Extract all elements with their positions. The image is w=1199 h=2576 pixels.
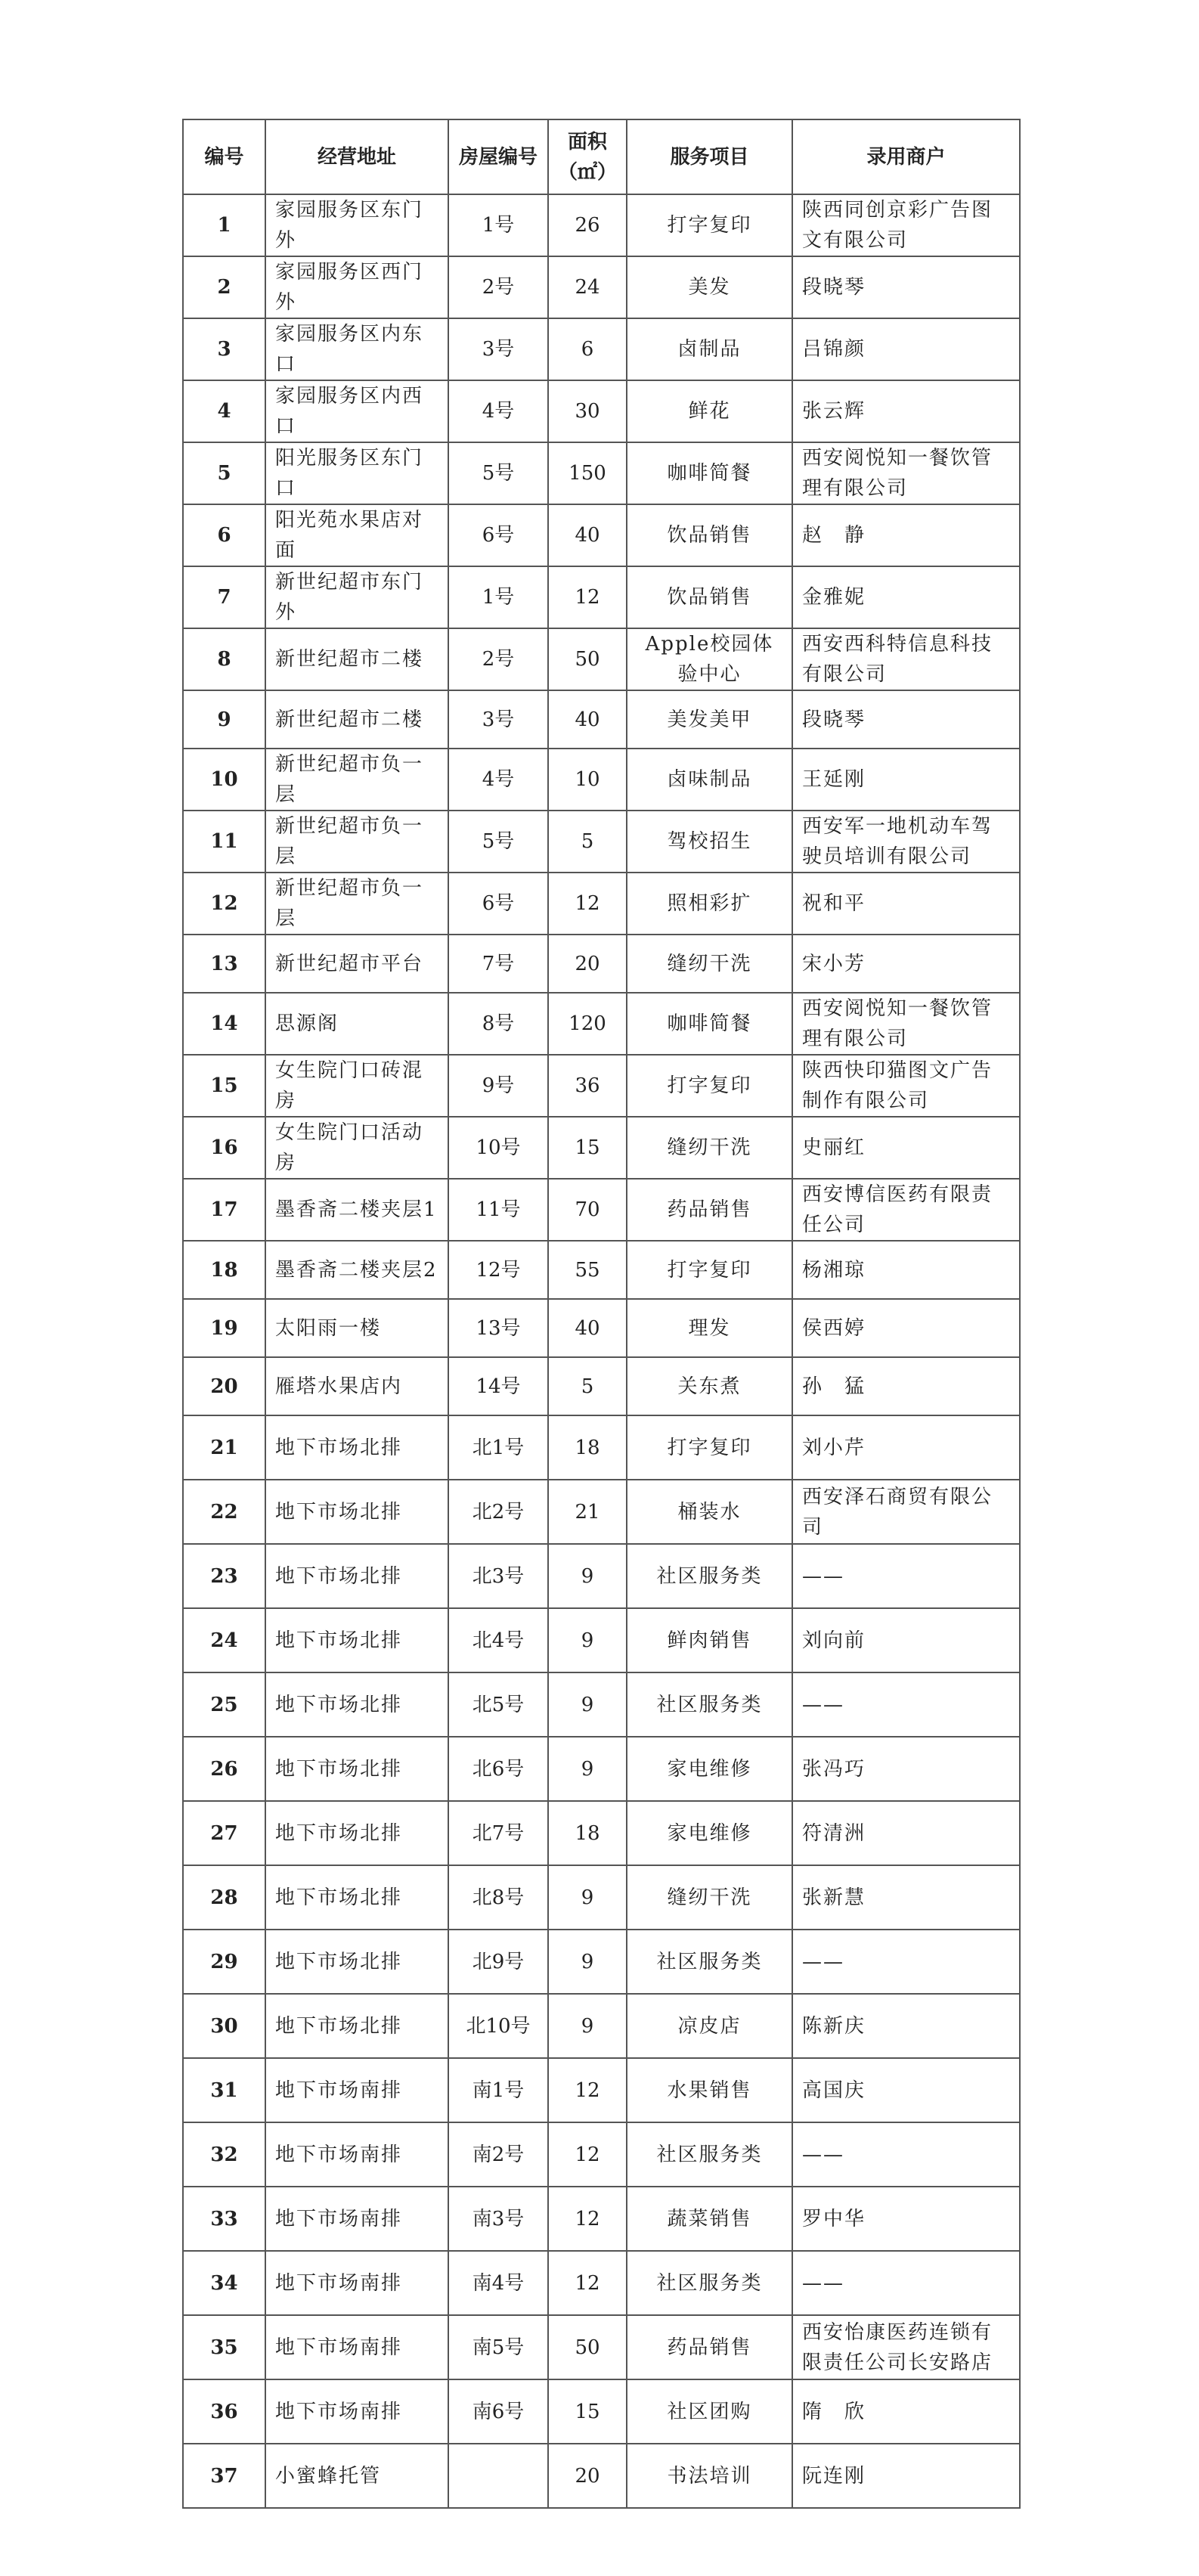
cell-service: 打字复印 — [627, 1415, 792, 1480]
cell-merchant: 高国庆 — [792, 2058, 1020, 2122]
cell-address: 雁塔水果店内 — [265, 1357, 448, 1415]
cell-address: 新世纪超市二楼 — [265, 628, 448, 690]
cell-area: 55 — [548, 1241, 627, 1299]
cell-area: 70 — [548, 1179, 627, 1241]
cell-service: 凉皮店 — [627, 1994, 792, 2058]
table-row — [183, 1544, 1020, 1608]
cell-service: 社区服务类 — [627, 2122, 792, 2187]
cell-merchant: 王延刚 — [792, 749, 1020, 811]
cell-merchant: 陕西快印猫图文广告制作有限公司 — [792, 1055, 1020, 1117]
cell-room: 南6号 — [448, 2379, 548, 2444]
table-row — [183, 1672, 1020, 1737]
table-row — [183, 566, 1020, 628]
table-row — [183, 2315, 1020, 2379]
cell-no: 4 — [183, 380, 265, 442]
cell-merchant: 宋小芳 — [792, 935, 1020, 993]
table-row — [183, 1299, 1020, 1357]
cell-address: 地下市场北排 — [265, 1994, 448, 2058]
cell-no: 12 — [183, 873, 265, 935]
cell-service: 饮品销售 — [627, 504, 792, 566]
table-row — [183, 194, 1020, 256]
cell-no: 31 — [183, 2058, 265, 2122]
cell-address: 新世纪超市二楼 — [265, 690, 448, 749]
cell-address: 地下市场北排 — [265, 1608, 448, 1672]
cell-address: 新世纪超市东门外 — [265, 566, 448, 628]
cell-room: 4号 — [448, 749, 548, 811]
table-header-row — [183, 119, 1020, 194]
cell-address: 家园服务区西门外 — [265, 256, 448, 318]
table-row — [183, 1994, 1020, 2058]
cell-area: 9 — [548, 1930, 627, 1994]
cell-area: 18 — [548, 1415, 627, 1480]
header-address: 经营地址 — [265, 119, 448, 194]
cell-area: 18 — [548, 1801, 627, 1865]
cell-room: 北6号 — [448, 1737, 548, 1801]
cell-service: 理发 — [627, 1299, 792, 1357]
cell-no: 16 — [183, 1117, 265, 1179]
cell-room: 11号 — [448, 1179, 548, 1241]
cell-area: 15 — [548, 2379, 627, 2444]
cell-service: 社区服务类 — [627, 2251, 792, 2315]
table-row — [183, 628, 1020, 690]
table-row — [183, 2187, 1020, 2251]
table-row — [183, 1179, 1020, 1241]
table-row — [183, 1415, 1020, 1480]
cell-room: 6号 — [448, 504, 548, 566]
header-merchant: 录用商户 — [792, 119, 1020, 194]
table-row — [183, 1930, 1020, 1994]
cell-service: 驾校招生 — [627, 811, 792, 873]
cell-room: 9号 — [448, 1055, 548, 1117]
cell-room: 2号 — [448, 256, 548, 318]
cell-address: 家园服务区内西口 — [265, 380, 448, 442]
cell-no: 28 — [183, 1865, 265, 1930]
cell-room: 7号 — [448, 935, 548, 993]
cell-address: 太阳雨一楼 — [265, 1299, 448, 1357]
cell-area: 12 — [548, 2058, 627, 2122]
cell-room: 北8号 — [448, 1865, 548, 1930]
cell-room: 2号 — [448, 628, 548, 690]
cell-address: 新世纪超市负一层 — [265, 749, 448, 811]
cell-area: 40 — [548, 1299, 627, 1357]
header-room: 房屋编号 — [448, 119, 548, 194]
cell-service: 家电维修 — [627, 1737, 792, 1801]
cell-area: 20 — [548, 2444, 627, 2508]
cell-room: 北10号 — [448, 1994, 548, 2058]
cell-area: 40 — [548, 504, 627, 566]
cell-service: 打字复印 — [627, 194, 792, 256]
cell-room: 北2号 — [448, 1480, 548, 1544]
table-row — [183, 2444, 1020, 2508]
cell-area: 12 — [548, 873, 627, 935]
cell-address: 地下市场北排 — [265, 1672, 448, 1737]
cell-service: 咖啡简餐 — [627, 993, 792, 1055]
cell-merchant: 史丽红 — [792, 1117, 1020, 1179]
cell-address: 地下市场南排 — [265, 2058, 448, 2122]
cell-merchant: 侯西婷 — [792, 1299, 1020, 1357]
table-row — [183, 935, 1020, 993]
cell-room: 1号 — [448, 566, 548, 628]
cell-service: 卤制品 — [627, 318, 792, 380]
cell-service: 蔬菜销售 — [627, 2187, 792, 2251]
cell-service: 咖啡简餐 — [627, 442, 792, 504]
cell-area: 50 — [548, 628, 627, 690]
table-row — [183, 380, 1020, 442]
cell-address: 墨香斋二楼夹层2 — [265, 1241, 448, 1299]
cell-service: 家电维修 — [627, 1801, 792, 1865]
cell-address: 地下市场南排 — [265, 2315, 448, 2379]
header-area: 面积（㎡） — [548, 119, 627, 194]
cell-room: 北4号 — [448, 1608, 548, 1672]
cell-merchant: 隋 欣 — [792, 2379, 1020, 2444]
cell-no: 33 — [183, 2187, 265, 2251]
cell-address: 地下市场北排 — [265, 1480, 448, 1544]
cell-no: 8 — [183, 628, 265, 690]
cell-no: 24 — [183, 1608, 265, 1672]
cell-address: 地下市场南排 — [265, 2122, 448, 2187]
cell-room: 南2号 — [448, 2122, 548, 2187]
table-row — [183, 2379, 1020, 2444]
cell-address: 思源阁 — [265, 993, 448, 1055]
table-body — [183, 194, 1020, 2508]
cell-merchant: 西安博信医药有限责任公司 — [792, 1179, 1020, 1241]
cell-room: 12号 — [448, 1241, 548, 1299]
cell-address: 阳光苑水果店对面 — [265, 504, 448, 566]
header-service: 服务项目 — [627, 119, 792, 194]
cell-area: 15 — [548, 1117, 627, 1179]
cell-no: 1 — [183, 194, 265, 256]
cell-area: 12 — [548, 2187, 627, 2251]
cell-room: 14号 — [448, 1357, 548, 1415]
cell-service: 打字复印 — [627, 1241, 792, 1299]
cell-area: 30 — [548, 380, 627, 442]
cell-merchant: —— — [792, 1930, 1020, 1994]
cell-area: 5 — [548, 811, 627, 873]
cell-address: 女生院门口活动房 — [265, 1117, 448, 1179]
cell-merchant: 西安军一地机动车驾驶员培训有限公司 — [792, 811, 1020, 873]
cell-merchant: 张冯巧 — [792, 1737, 1020, 1801]
table-row — [183, 993, 1020, 1055]
cell-address: 家园服务区东门外 — [265, 194, 448, 256]
cell-service: 缝纫干洗 — [627, 1865, 792, 1930]
cell-area: 40 — [548, 690, 627, 749]
cell-address: 墨香斋二楼夹层1 — [265, 1179, 448, 1241]
cell-service: 桶装水 — [627, 1480, 792, 1544]
table-row — [183, 1801, 1020, 1865]
cell-no: 23 — [183, 1544, 265, 1608]
cell-merchant: 罗中华 — [792, 2187, 1020, 2251]
cell-area: 9 — [548, 1608, 627, 1672]
cell-merchant: 孙 猛 — [792, 1357, 1020, 1415]
cell-room: 北5号 — [448, 1672, 548, 1737]
cell-merchant: 张云辉 — [792, 380, 1020, 442]
cell-no: 10 — [183, 749, 265, 811]
cell-address: 地下市场北排 — [265, 1737, 448, 1801]
cell-no: 25 — [183, 1672, 265, 1737]
cell-address: 地下市场北排 — [265, 1415, 448, 1480]
cell-service: 药品销售 — [627, 2315, 792, 2379]
cell-address: 阳光服务区东门口 — [265, 442, 448, 504]
cell-no: 11 — [183, 811, 265, 873]
cell-service: 鲜花 — [627, 380, 792, 442]
cell-merchant: 符清洲 — [792, 1801, 1020, 1865]
cell-no: 2 — [183, 256, 265, 318]
cell-no: 32 — [183, 2122, 265, 2187]
cell-room — [448, 2444, 548, 2508]
cell-address: 地下市场南排 — [265, 2187, 448, 2251]
cell-room: 北9号 — [448, 1930, 548, 1994]
cell-merchant: 段晓琴 — [792, 690, 1020, 749]
cell-area: 12 — [548, 566, 627, 628]
cell-address: 地下市场南排 — [265, 2251, 448, 2315]
cell-merchant: 陕西同创京彩广告图文有限公司 — [792, 194, 1020, 256]
cell-room: 3号 — [448, 318, 548, 380]
cell-service: 缝纫干洗 — [627, 1117, 792, 1179]
cell-room: 4号 — [448, 380, 548, 442]
table-row — [183, 1055, 1020, 1117]
table-row — [183, 2251, 1020, 2315]
cell-no: 18 — [183, 1241, 265, 1299]
cell-room: 北1号 — [448, 1415, 548, 1480]
cell-no: 3 — [183, 318, 265, 380]
cell-no: 14 — [183, 993, 265, 1055]
table-row — [183, 504, 1020, 566]
cell-merchant: 杨湘琼 — [792, 1241, 1020, 1299]
cell-no: 26 — [183, 1737, 265, 1801]
cell-merchant: 西安泽石商贸有限公司 — [792, 1480, 1020, 1544]
cell-service: 药品销售 — [627, 1179, 792, 1241]
cell-room: 南4号 — [448, 2251, 548, 2315]
table-row — [183, 1865, 1020, 1930]
cell-merchant: 段晓琴 — [792, 256, 1020, 318]
cell-merchant: 阮连刚 — [792, 2444, 1020, 2508]
cell-address: 地下市场南排 — [265, 2379, 448, 2444]
cell-service: 社区团购 — [627, 2379, 792, 2444]
cell-merchant: 张新慧 — [792, 1865, 1020, 1930]
table-row — [183, 873, 1020, 935]
cell-room: 3号 — [448, 690, 548, 749]
cell-no: 20 — [183, 1357, 265, 1415]
cell-no: 7 — [183, 566, 265, 628]
table-row — [183, 749, 1020, 811]
table-row — [183, 690, 1020, 749]
cell-address: 家园服务区内东口 — [265, 318, 448, 380]
cell-room: 南5号 — [448, 2315, 548, 2379]
table-row — [183, 442, 1020, 504]
cell-service: 鲜肉销售 — [627, 1608, 792, 1672]
cell-service: 社区服务类 — [627, 1930, 792, 1994]
cell-area: 9 — [548, 1994, 627, 2058]
cell-merchant: 西安阅悦知一餐饮管理有限公司 — [792, 993, 1020, 1055]
table-row — [183, 2122, 1020, 2187]
cell-merchant: 祝和平 — [792, 873, 1020, 935]
cell-room: 北3号 — [448, 1544, 548, 1608]
cell-no: 5 — [183, 442, 265, 504]
cell-address: 新世纪超市平台 — [265, 935, 448, 993]
cell-room: 南1号 — [448, 2058, 548, 2122]
table-row — [183, 1357, 1020, 1415]
merchant-table — [182, 119, 1021, 2509]
cell-no: 35 — [183, 2315, 265, 2379]
cell-no: 9 — [183, 690, 265, 749]
cell-service: 照相彩扩 — [627, 873, 792, 935]
cell-merchant: 陈新庆 — [792, 1994, 1020, 2058]
table-row — [183, 1241, 1020, 1299]
cell-address: 地下市场北排 — [265, 1801, 448, 1865]
cell-area: 20 — [548, 935, 627, 993]
cell-merchant: 西安阅悦知一餐饮管理有限公司 — [792, 442, 1020, 504]
table-row — [183, 1737, 1020, 1801]
cell-merchant: —— — [792, 2122, 1020, 2187]
cell-address: 小蜜蜂托管 — [265, 2444, 448, 2508]
cell-address: 新世纪超市负一层 — [265, 873, 448, 935]
cell-area: 9 — [548, 1737, 627, 1801]
cell-merchant: 吕锦颜 — [792, 318, 1020, 380]
cell-service: 美发 — [627, 256, 792, 318]
cell-no: 22 — [183, 1480, 265, 1544]
cell-no: 37 — [183, 2444, 265, 2508]
cell-no: 30 — [183, 1994, 265, 2058]
table-row — [183, 1480, 1020, 1544]
table-row — [183, 1117, 1020, 1179]
cell-room: 1号 — [448, 194, 548, 256]
cell-area: 36 — [548, 1055, 627, 1117]
cell-room: 10号 — [448, 1117, 548, 1179]
cell-area: 150 — [548, 442, 627, 504]
cell-area: 5 — [548, 1357, 627, 1415]
cell-merchant: 赵 静 — [792, 504, 1020, 566]
cell-no: 21 — [183, 1415, 265, 1480]
cell-area: 120 — [548, 993, 627, 1055]
cell-address: 新世纪超市负一层 — [265, 811, 448, 873]
cell-area: 10 — [548, 749, 627, 811]
cell-merchant: —— — [792, 1544, 1020, 1608]
cell-service: 关东煮 — [627, 1357, 792, 1415]
cell-merchant: 西安西科特信息科技有限公司 — [792, 628, 1020, 690]
cell-service: 社区服务类 — [627, 1672, 792, 1737]
cell-area: 12 — [548, 2122, 627, 2187]
cell-no: 17 — [183, 1179, 265, 1241]
cell-no: 27 — [183, 1801, 265, 1865]
cell-address: 女生院门口砖混房 — [265, 1055, 448, 1117]
cell-room: 8号 — [448, 993, 548, 1055]
cell-merchant: 刘小芹 — [792, 1415, 1020, 1480]
cell-room: 北7号 — [448, 1801, 548, 1865]
cell-no: 34 — [183, 2251, 265, 2315]
cell-address: 地下市场北排 — [265, 1865, 448, 1930]
cell-no: 19 — [183, 1299, 265, 1357]
cell-merchant: 刘向前 — [792, 1608, 1020, 1672]
cell-no: 13 — [183, 935, 265, 993]
cell-area: 9 — [548, 1672, 627, 1737]
cell-service: 书法培训 — [627, 2444, 792, 2508]
cell-area: 50 — [548, 2315, 627, 2379]
cell-no: 29 — [183, 1930, 265, 1994]
cell-no: 36 — [183, 2379, 265, 2444]
cell-merchant: —— — [792, 1672, 1020, 1737]
cell-service: 卤味制品 — [627, 749, 792, 811]
table-row — [183, 318, 1020, 380]
cell-merchant: 金雅妮 — [792, 566, 1020, 628]
table-row — [183, 256, 1020, 318]
cell-merchant: —— — [792, 2251, 1020, 2315]
header-no: 编号 — [183, 119, 265, 194]
cell-area: 24 — [548, 256, 627, 318]
cell-service: 水果销售 — [627, 2058, 792, 2122]
cell-area: 21 — [548, 1480, 627, 1544]
cell-service: Apple校园体验中心 — [627, 628, 792, 690]
cell-room: 5号 — [448, 811, 548, 873]
cell-service: 社区服务类 — [627, 1544, 792, 1608]
cell-service: 打字复印 — [627, 1055, 792, 1117]
cell-service: 美发美甲 — [627, 690, 792, 749]
table-row — [183, 2058, 1020, 2122]
cell-merchant: 西安怡康医药连锁有限责任公司长安路店 — [792, 2315, 1020, 2379]
cell-address: 地下市场北排 — [265, 1544, 448, 1608]
cell-no: 6 — [183, 504, 265, 566]
cell-room: 南3号 — [448, 2187, 548, 2251]
cell-area: 9 — [548, 1544, 627, 1608]
cell-address: 地下市场北排 — [265, 1930, 448, 1994]
cell-area: 12 — [548, 2251, 627, 2315]
cell-service: 缝纫干洗 — [627, 935, 792, 993]
cell-area: 26 — [548, 194, 627, 256]
cell-room: 6号 — [448, 873, 548, 935]
cell-room: 5号 — [448, 442, 548, 504]
table-row — [183, 811, 1020, 873]
table-row — [183, 1608, 1020, 1672]
cell-area: 9 — [548, 1865, 627, 1930]
cell-no: 15 — [183, 1055, 265, 1117]
cell-service: 饮品销售 — [627, 566, 792, 628]
cell-room: 13号 — [448, 1299, 548, 1357]
cell-area: 6 — [548, 318, 627, 380]
